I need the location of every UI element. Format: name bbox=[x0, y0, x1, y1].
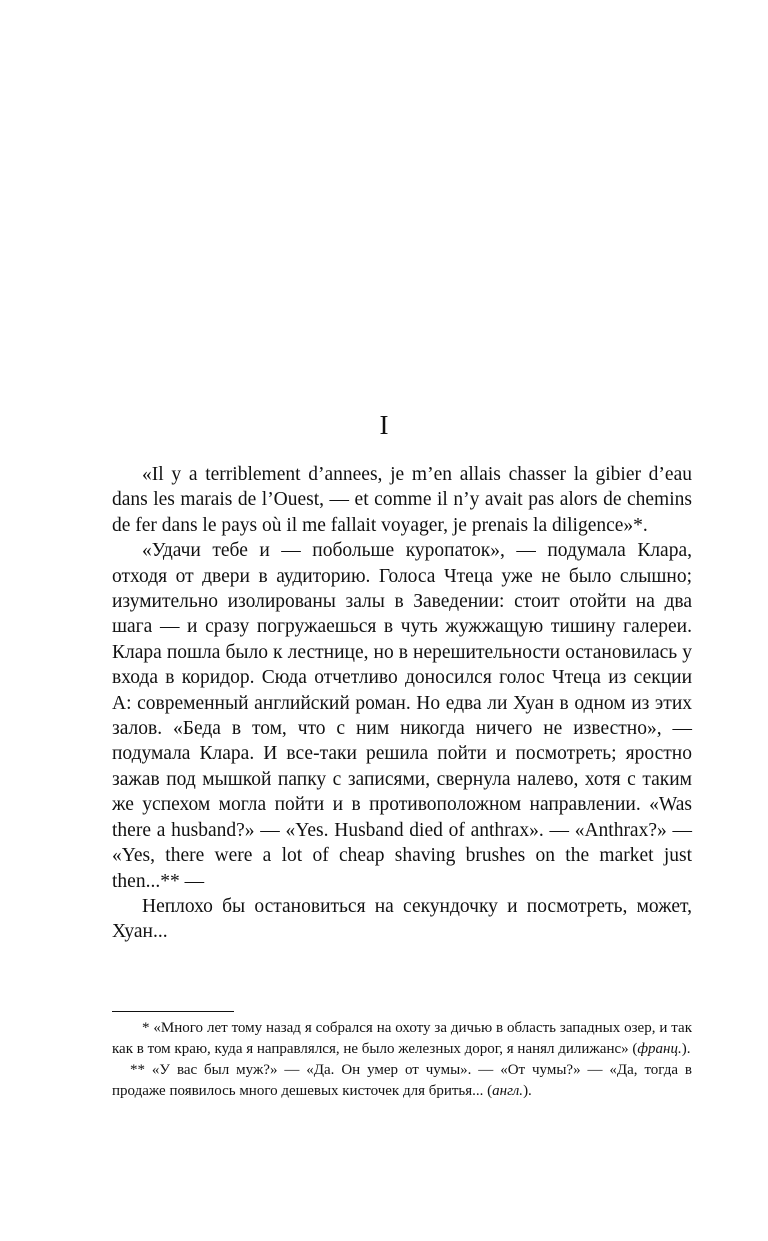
footnote-2-tail: ). bbox=[523, 1083, 532, 1099]
footnote-1-tail: ). bbox=[681, 1041, 691, 1057]
paragraph-epigraph-quote: «Il y a terriblement d’annees, je m’en allais chasser la gibier d’eau dans les marais de l’Ouest, — et comme il n’y avait pas alors de chemins de fer dans le pays où il me fallait voyager, je prenais la diligence»*. bbox=[112, 464, 692, 536]
footnotes bbox=[112, 1018, 692, 1102]
footnote-2 bbox=[112, 1060, 692, 1102]
footnote-1 bbox=[112, 1018, 692, 1060]
chapter-heading: I bbox=[379, 410, 389, 440]
footnote-1-text: * «Много лет тому назад я собрался на охоту за дичью в область западных озер, и так как в том краю, куда я направлялся, не было железных дорог, я нанял дилижанс» ( bbox=[112, 1020, 692, 1057]
footnote-1-lang: франц. bbox=[637, 1041, 682, 1057]
footnote-divider bbox=[112, 1011, 234, 1012]
main-text bbox=[112, 462, 692, 945]
paragraph-clara: «Удачи тебе и — побольше куропаток», — подумала Клара, отходя от двери в аудиторию. Голоса Чтеца уже не было слышно; изумительно изолированы залы в Заведении: стоит отойти на два шага — и сразу погружаешься в чуть жужжащую тишину галереи. Клара пошла было к лестнице, но в нерешительности остановилась у входа в коридор. Сюда отчетливо доносился голос Чтеца из секции А: современный английский роман. Но едва ли Хуан в одном из этих залов. «Беда в том, что с ним никогда ничего не известно», — подумала Клара. И все-таки решила пойти и посмотреть; яростно зажав под мышкой папку с записями, свернула налево, хотя с таким же успехом могла пойти и в противоположном направлении. «Was there a husband?» — «Yes. Husband died of anthrax». — «Anthrax?» — «Yes, there were a lot of cheap shaving brushes on the market just then...** — bbox=[112, 540, 692, 892]
footnote-2-text: ** «У вас был муж?» — «Да. Он умер от чумы». — «От чумы?» — «Да, тогда в продаже появилось много дешевых кисточек для бритья... ( bbox=[112, 1062, 692, 1099]
paragraph-closing: Неплохо бы остановиться на секундочку и посмотреть, может, Хуан... bbox=[112, 895, 692, 943]
footnote-2-lang: англ. bbox=[492, 1083, 524, 1099]
